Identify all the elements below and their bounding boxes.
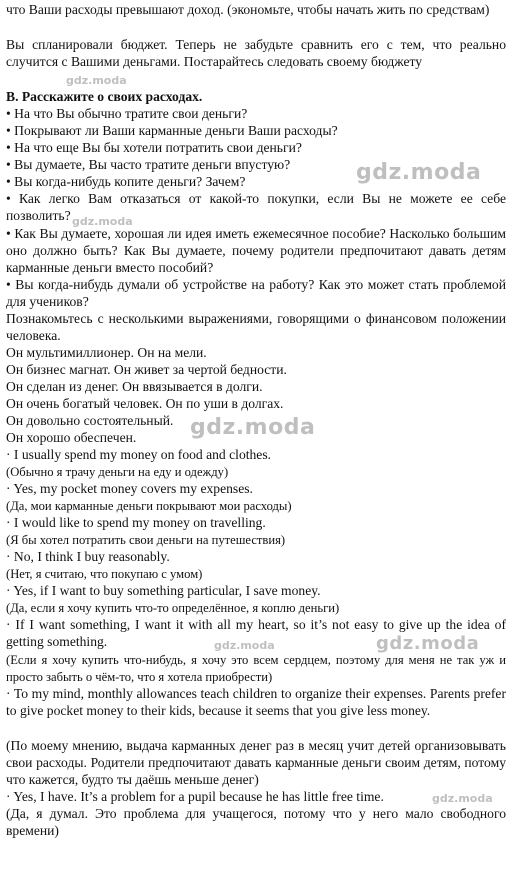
question-item: • На что Вы обычно тратите свои деньги?: [6, 106, 248, 121]
section-heading: B. Расскажите о своих расходах.: [6, 89, 203, 104]
question-item: • Вы когда-нибудь думали об устройстве на работу? Как это может стать проблемой для учеников?: [6, 277, 506, 309]
watermark-logo: gdz.moda: [356, 160, 482, 185]
watermark-logo: gdz.moda: [190, 415, 316, 440]
answer-line: · No, I think I buy reasonably.: [6, 549, 170, 564]
translation-line: (Нет, я считаю, что покупаю с умом): [6, 567, 203, 581]
question-item: • Покрывают ли Ваши карманные деньги Ваши расходы?: [6, 123, 338, 138]
answer-line: · If I want something, I want it with all my heart, so it’s not easy to give up the idea of getting something.: [6, 617, 506, 649]
watermark-logo: gdz.moda: [72, 215, 133, 228]
translation-line: (Обычно я трачу деньги на еду и одежду): [6, 465, 229, 479]
translation-line: (По моему мнению, выдача карманных денег раз в месяц учит детей организовывать свои расходы. Родители предпочитают давать карманные деньги своим детям, потому что кажется, будто ты даёшь меньше денег): [6, 738, 506, 787]
translation-line: (Да, мои карманные деньги покрывают мои расходы): [6, 499, 292, 513]
expression-line: Он мультимиллионер. Он на мели.: [6, 345, 207, 360]
question-item: • Как Вы думаете, хорошая ли идея иметь ежемесячное пособие? Насколько большим оно должно быть? Как Вы думаете, почему родители предпочитают давать детям карманные деньги вместо пособий?: [6, 226, 506, 275]
watermark-logo: gdz.moda: [376, 633, 480, 654]
watermark-logo: gdz.moda: [432, 792, 493, 805]
question-item: • На что еще Вы бы хотели потратить свои деньги?: [6, 140, 302, 155]
expression-line: Он довольно состоятельный.: [6, 413, 174, 428]
answer-line: · I would like to spend my money on travelling.: [6, 515, 266, 530]
translation-line: (Я бы хотел потратить свои деньги на путешествия): [6, 533, 286, 547]
watermark-logo: gdz.moda: [66, 74, 127, 87]
question-item: • Вы думаете, Вы часто тратите деньги впустую?: [6, 157, 291, 172]
text-line: что Ваши расходы превышают доход. (экономьте, чтобы начать жить по средствам): [6, 2, 490, 17]
answer-line: · Yes, if I want to buy something particular, I save money.: [6, 583, 321, 598]
translation-line: (Да, если я хочу купить что-то определённое, я коплю деньги): [6, 601, 340, 615]
expression-line: Он сделан из денег. Он ввязывается в долги.: [6, 379, 263, 394]
answer-line: · To my mind, monthly allowances teach children to organize their expenses. Parents prefer to give pocket money to their kids, because it seems that you give less money.: [6, 686, 506, 718]
answer-line: · Yes, I have. It’s a problem for a pupil because he has little free time.: [6, 789, 384, 804]
expression-line: Он хорошо обеспечен.: [6, 430, 137, 445]
question-item: • Как легко Вам отказаться от какой-то покупки, если Вы не можете ее себе позволить?: [6, 191, 506, 223]
expression-line: Он очень богатый человек. Он по уши в долгах.: [6, 396, 284, 411]
text-line: Познакомьтесь с несколькими выражениями, говорящими о финансовом положении человека.: [6, 311, 506, 343]
translation-line: (Да, я думал. Это проблема для учащегося, потому что у него мало свободного времени): [6, 806, 506, 838]
text-line: Вы спланировали бюджет. Теперь не забудьте сравнить его с тем, что реально случится с Вашими деньгами. Постарайтесь следовать своему бюджету: [6, 37, 506, 69]
expression-line: Он бизнес магнат. Он живет за чертой бедности.: [6, 362, 287, 377]
answer-line: · Yes, my pocket money covers my expenses.: [6, 481, 253, 496]
translation-line: (Если я хочу купить что-нибудь, я хочу это всем сердцем, поэтому для меня не так уж и просто забыть о чём-то, что я хотела приобрести): [6, 653, 506, 684]
watermark-logo: gdz.moda: [214, 639, 275, 652]
answer-line: · I usually spend my money on food and clothes.: [6, 447, 272, 462]
question-item: • Вы когда-нибудь копите деньги? Зачем?: [6, 174, 246, 189]
